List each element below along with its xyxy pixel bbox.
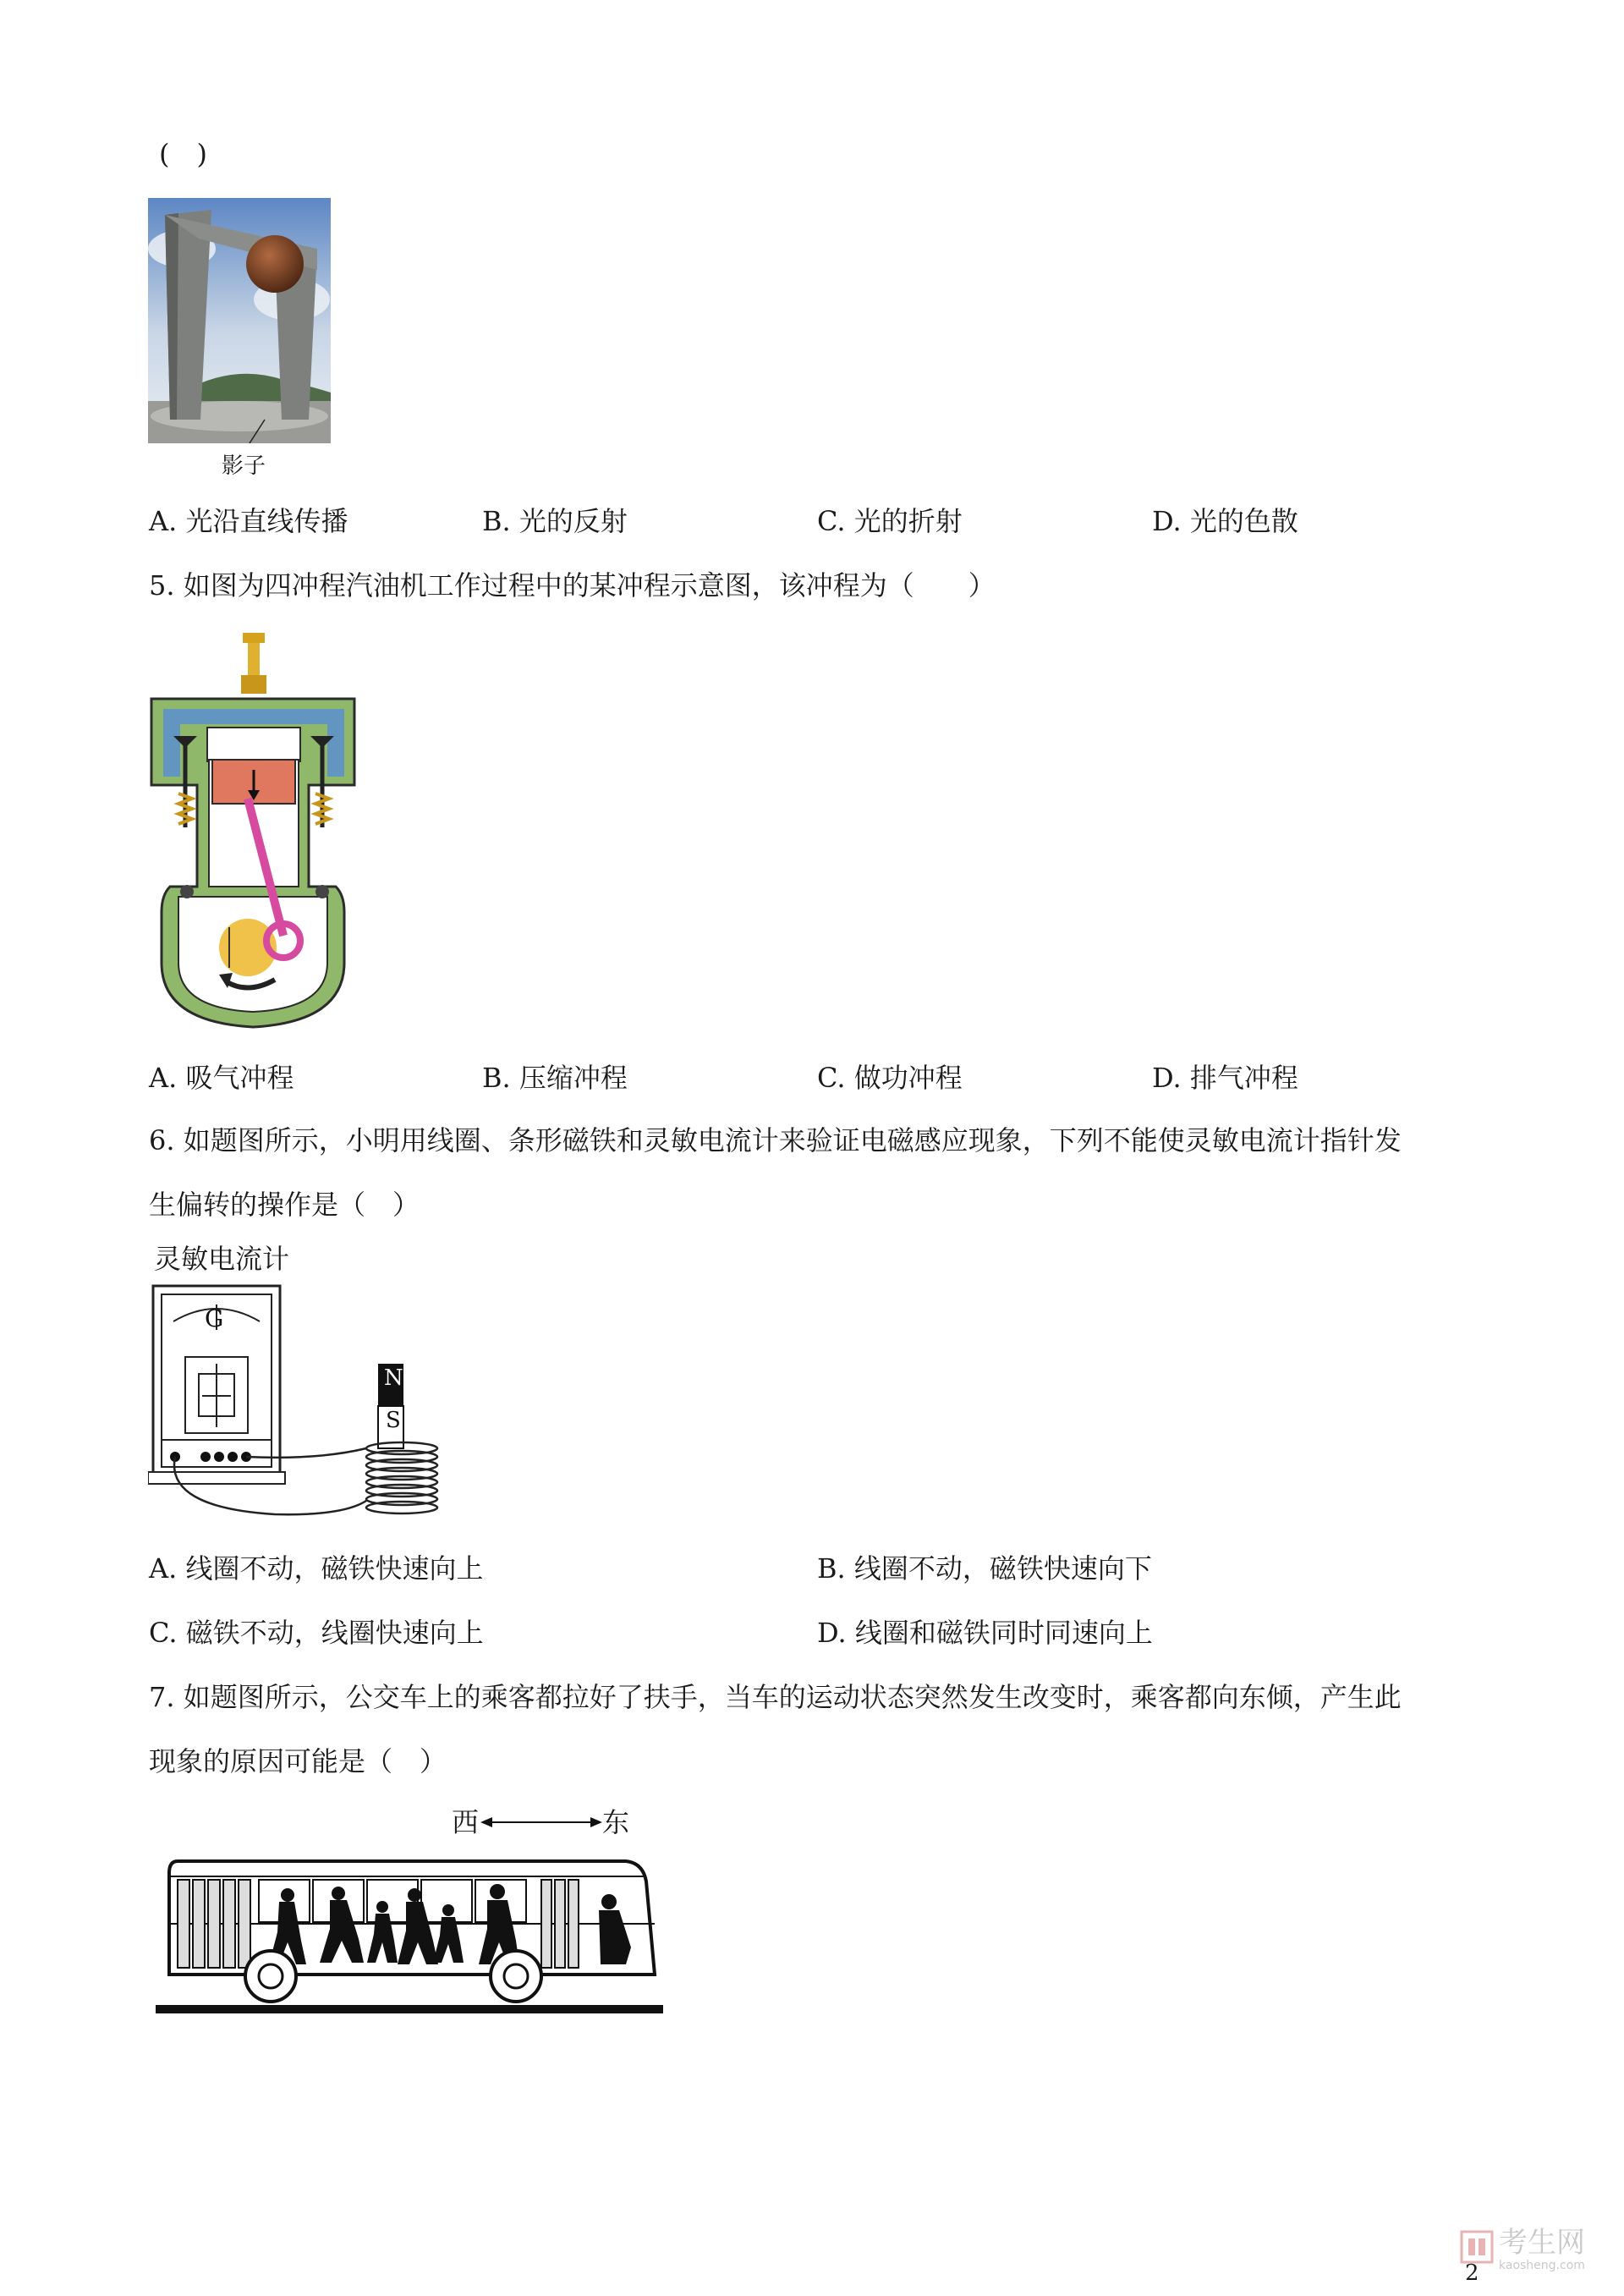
q5-engine-diagram (148, 633, 368, 1030)
watermark-subtext: kaosheng.com (1499, 2259, 1585, 2272)
q7-west-label: 西 (452, 1806, 480, 1838)
q6-stem-line1: 6. 如题图所示，小明用线圈、条形磁铁和灵敏电流计来验证电磁感应现象，下列不能使灵敏电流计指针发 (149, 1124, 1402, 1156)
q6-magnet-south: S (386, 1408, 401, 1433)
q5-stem: 5. 如图为四冲程汽油机工作过程中的某冲程示意图，该冲程为（ ） (149, 569, 996, 601)
q6-option-c: C. 磁铁不动，线圈快速向上 (149, 1617, 484, 1649)
q6-meter-letter: G (205, 1305, 224, 1332)
q6-option-a: A. 线圈不动，磁铁快速向上 (149, 1552, 484, 1585)
watermark-text: 考生网 (1499, 2226, 1585, 2260)
q5-option-c: C. 做功冲程 (817, 1062, 963, 1094)
watermark-logo (1460, 2230, 1494, 2264)
q6-galvanometer-diagram (148, 1279, 453, 1524)
q4-option-a: A. 光沿直线传播 (149, 505, 348, 537)
q4-option-c: C. 光的折射 (817, 505, 963, 537)
q6-magnet-north: N (384, 1365, 403, 1391)
q6-option-d: D. 线圈和磁铁同时同速向上 (817, 1617, 1153, 1649)
q4-option-b: B. 光的反射 (482, 505, 628, 537)
q6-stem-line2: 生偏转的操作是（ ） (149, 1189, 420, 1221)
q4-option-d: D. 光的色散 (1152, 505, 1298, 537)
q5-option-d: D. 排气冲程 (1152, 1062, 1298, 1094)
q5-option-a: A. 吸气冲程 (149, 1062, 294, 1094)
q6-option-b: B. 线圈不动，磁铁快速向下 (817, 1552, 1152, 1585)
q7-east-label: 东 (602, 1806, 630, 1838)
q7-direction-arrow (480, 1814, 602, 1831)
q7-stem-line2: 现象的原因可能是（ ） (149, 1745, 447, 1777)
q4-image-caption: 影子 (222, 453, 266, 479)
q5-option-b: B. 压缩冲程 (482, 1062, 628, 1094)
q4-arch-photo (148, 198, 331, 443)
q7-bus-diagram (152, 1848, 668, 2017)
q6-figure-label: 灵敏电流计 (154, 1243, 290, 1275)
q4-answer-bracket: ( ) (159, 138, 207, 170)
q7-stem-line1: 7. 如题图所示，公交车上的乘客都拉好了扶手，当车的运动状态突然发生改变时，乘客都向东倾，产生此 (149, 1681, 1402, 1713)
page-number: 2 (1465, 2260, 1479, 2286)
